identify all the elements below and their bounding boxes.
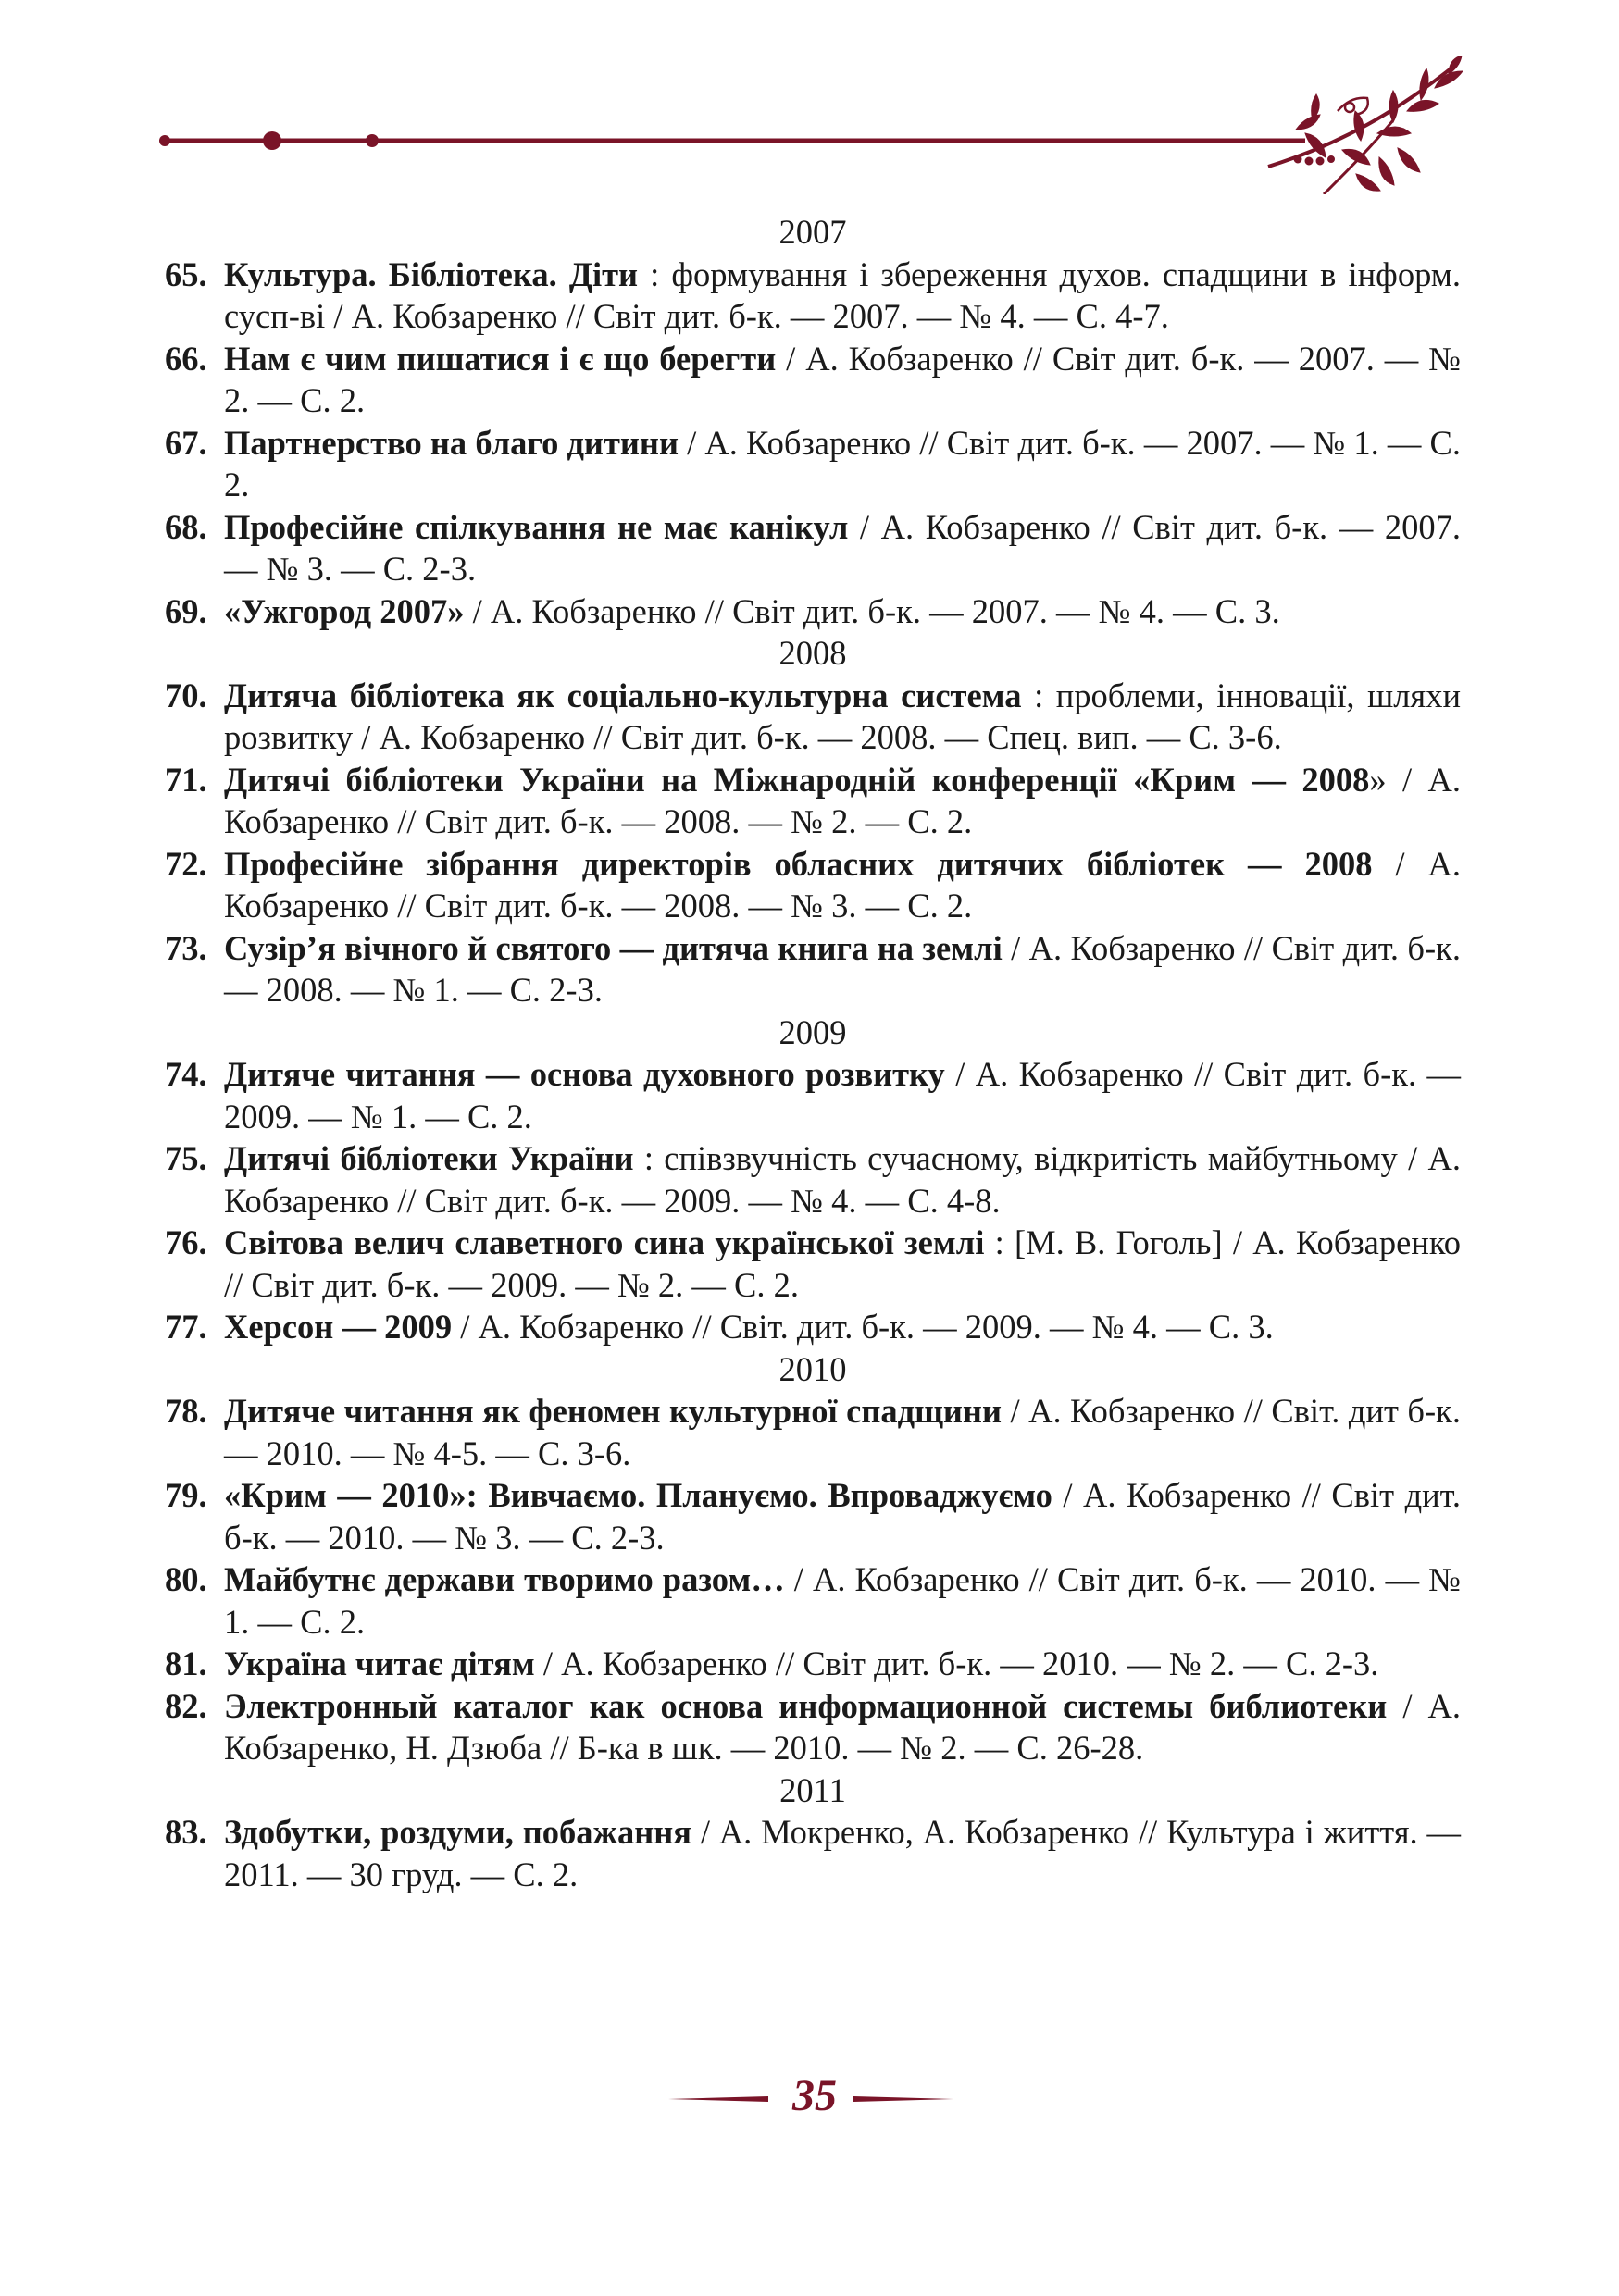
- bibliography-entry: [165, 506, 1461, 590]
- bibliography-entry: [165, 422, 1461, 506]
- bibliography-entry: [165, 254, 1461, 338]
- entry-details: / А. Кобзаренко // Світ дит. б-к. — 2007. — № 3. — С. 2-3.: [224, 507, 1461, 588]
- entry-title: Здобутки, роздуми, побажання: [224, 1813, 692, 1851]
- bibliography-entry: [165, 1222, 1461, 1306]
- entry-title: Україна читає дітям: [224, 1644, 535, 1682]
- bibliography-entry: [165, 338, 1461, 422]
- entry-title: Дитячі бібліотеки України: [224, 1139, 634, 1177]
- entry-details: / А. Кобзаренко // Світ дит. б-к. — 2010. — № 2. — С. 2-3.: [534, 1644, 1379, 1682]
- year-section: [165, 1769, 1461, 1896]
- bibliography-entry: [165, 1390, 1461, 1474]
- entry-details: : [М. В. Гоголь] / А. Кобзаренко // Світ дит. б-к. — 2009. — № 2. — С. 2.: [224, 1223, 1461, 1304]
- bibliography-entry: [165, 927, 1461, 1011]
- entry-number: 65.: [165, 254, 207, 293]
- entry-title: Майбутнє держави творимо разом…: [224, 1560, 785, 1598]
- bibliography-entry: [165, 1137, 1461, 1222]
- entry-number: 77.: [165, 1308, 207, 1346]
- bibliography-list: [165, 211, 1461, 1895]
- entry-number: 70.: [165, 676, 207, 714]
- bibliography-entry: [165, 1811, 1461, 1895]
- bibliography-entry: [165, 1306, 1461, 1348]
- entry-details: : проблеми, інновації, шляхи розвитку / А. Кобзаренко // Світ дит. б-к. — 2008. — Спец. вип. — С. 3-6.: [224, 676, 1461, 756]
- entry-details: / А. Кобзаренко // Світ дит. б-к. — 2009. — № 1. — С. 2.: [224, 1055, 1461, 1136]
- entry-number: 67.: [165, 423, 207, 462]
- year-section: [165, 1011, 1461, 1348]
- bibliography-entry: [165, 843, 1461, 927]
- entry-details: / А. Кобзаренко // Світ дит. б-к. — 2008. — № 1. — С. 2-3.: [224, 928, 1461, 1009]
- entry-details: / А. Кобзаренко // Світ. дит б-к. — 2010. — № 4-5. — С. 3-6.: [224, 1392, 1461, 1472]
- entry-details: / А. Кобзаренко, Н. Дзюба // Б-ка в шк. — 2010. — № 2. — С. 26-28.: [224, 1686, 1462, 1767]
- entry-details: / А. Кобзаренко // Світ дит. б-к. — 2007. — № 2. — С. 2.: [224, 339, 1461, 419]
- entry-number: 68.: [165, 507, 207, 546]
- entry-title: Электронный каталог как основа информационной системы библиотеки: [224, 1686, 1388, 1725]
- entry-number: 66.: [165, 339, 207, 378]
- entry-details: / А. Мокренко, А. Кобзаренко // Культура і життя. — 2011. — 30 груд. — С. 2.: [224, 1813, 1461, 1893]
- year-section: [165, 211, 1461, 632]
- entry-title: Партнерство на благо дитини: [224, 423, 679, 462]
- entry-number: 69.: [165, 591, 207, 630]
- entry-details: : формування і збереження духов. спадщини в інформ. сусп-ві / А. Кобзаренко // Світ дит. б-к. — 2007. — № 4. — С. 4-7.: [224, 254, 1461, 335]
- year-heading: 2011: [779, 1770, 846, 1809]
- year-heading: 2008: [778, 634, 847, 672]
- entry-title: Нам є чим пишатися і є що берегти: [224, 339, 777, 378]
- entry-title: Професійне спілкування не має канікул: [224, 507, 849, 546]
- entry-title: Дитяча бібліотека як соціально-культурна система: [224, 676, 1022, 714]
- entry-title: «Крим — 2010»: Вивчаємо. Плануємо. Впроваджуємо: [224, 1476, 1052, 1514]
- entry-number: 82.: [165, 1686, 207, 1725]
- entry-details: / А. Кобзаренко // Світ дит. б-к. — 2010. — № 1. — С. 2.: [224, 1560, 1461, 1641]
- bibliography-entry: [165, 759, 1461, 843]
- entry-title: Дитяче читання як феномен культурної спадщини: [224, 1392, 1002, 1430]
- page-footer: [0, 2068, 1619, 2133]
- entry-number: 80.: [165, 1560, 207, 1598]
- entry-number: 76.: [165, 1223, 207, 1261]
- entry-details: / А. Кобзаренко // Світ дит. б-к. — 2008. — № 3. — С. 2.: [224, 844, 1461, 925]
- entry-title: Світова велич славетного сина української землі: [224, 1223, 985, 1261]
- entry-title: Сузір’я вічного й святого — дитяча книга на землі: [224, 928, 1003, 967]
- entry-number: 79.: [165, 1476, 207, 1514]
- entry-title: «Ужгород 2007»: [224, 591, 465, 630]
- header-rule: [159, 131, 1305, 150]
- entry-title: Культура. Бібліотека. Діти: [224, 254, 639, 293]
- bibliography-entry: [165, 1643, 1461, 1685]
- bibliography-entry: [165, 1053, 1461, 1137]
- entry-number: 72.: [165, 844, 207, 883]
- bibliography-entry: [165, 675, 1461, 759]
- bibliography-entry: [165, 590, 1461, 633]
- entry-number: 83.: [165, 1813, 207, 1851]
- entry-details: / А. Кобзаренко // Світ дит. б-к. — 2010. — № 3. — С. 2-3.: [224, 1476, 1462, 1557]
- entry-number: 81.: [165, 1644, 207, 1682]
- entry-details: / А. Кобзаренко // Світ дит. б-к. — 2007. — № 1. — С. 2.: [224, 423, 1461, 503]
- entry-details: » / А. Кобзаренко // Світ дит. б-к. — 2008. — № 2. — С. 2.: [224, 760, 1462, 840]
- entry-title: Херсон — 2009: [224, 1308, 453, 1346]
- entry-details: : співзвучність сучасному, відкритість майбутньому / А. Кобзаренко // Світ дит. б-к. — 2009. — № 4. — С. 4-8.: [224, 1139, 1462, 1220]
- entry-title: Професійне зібрання директорів обласних дитячих бібліотек — 2008: [224, 844, 1373, 883]
- entry-title: Дитячі бібліотеки України на Міжнародній конференції «Крим — 2008: [224, 760, 1370, 799]
- entry-number: 74.: [165, 1055, 207, 1093]
- year-heading: 2010: [778, 1349, 847, 1388]
- bibliography-entry: [165, 1474, 1461, 1558]
- bibliography-entry: [165, 1558, 1461, 1643]
- year-section: [165, 1348, 1461, 1769]
- entry-number: 78.: [165, 1392, 207, 1430]
- entry-number: 73.: [165, 928, 207, 967]
- entry-number: 75.: [165, 1139, 207, 1177]
- year-heading: 2007: [778, 213, 847, 251]
- header-ornament: [157, 56, 1472, 194]
- page-number: 35: [792, 2071, 837, 2120]
- bibliography-entry: [165, 1685, 1461, 1769]
- entry-details: / А. Кобзаренко // Світ. дит. б-к. — 2009. — № 4. — С. 3.: [452, 1308, 1274, 1346]
- floral-branch-icon: [1268, 56, 1463, 194]
- year-section: [165, 632, 1461, 1011]
- entry-title: Дитяче читання — основа духовного розвитку: [224, 1055, 945, 1093]
- year-heading: 2009: [778, 1012, 847, 1051]
- entry-details: / А. Кобзаренко // Світ дит. б-к. — 2007. — № 4. — С. 3.: [464, 591, 1280, 630]
- entry-number: 71.: [165, 760, 207, 799]
